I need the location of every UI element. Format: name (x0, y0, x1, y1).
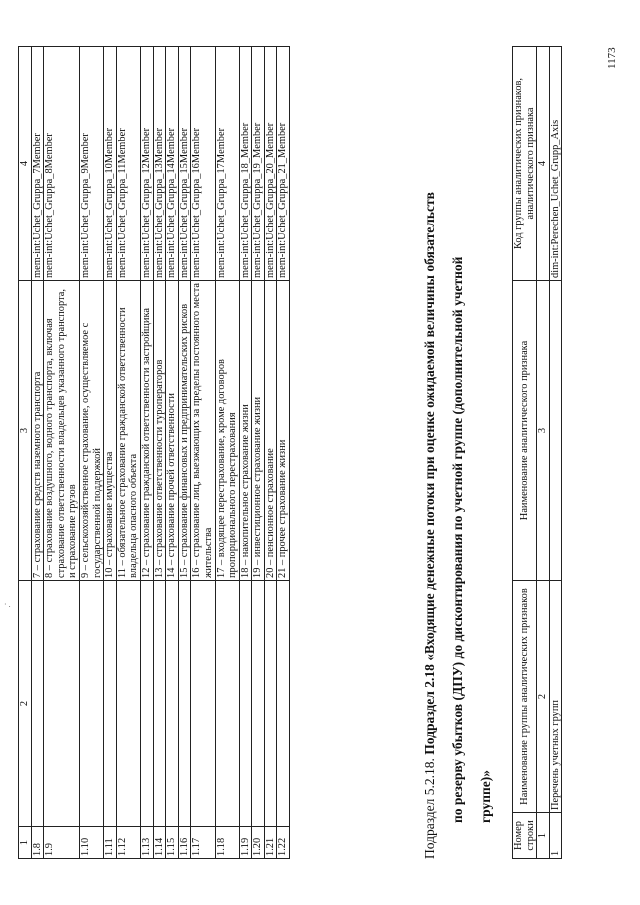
row-code: 1.9 (44, 827, 80, 859)
row-code: dim-int:Perechen_Uchet_Grupp_Axis (549, 47, 562, 281)
section-title: Подраздел 2.18 «Входящие денежные потоки при оценке ожидаемой величины обязательств (422, 192, 437, 755)
row-member: mem-int:Uchet_Gruppa_10Member (104, 47, 117, 281)
header-cell: 1 (19, 827, 32, 859)
row-code: 1.19 (239, 827, 252, 859)
row-member: mem-int:Uchet_Gruppa_14Member (166, 47, 179, 281)
row-code: 1.22 (277, 827, 290, 859)
row-member: mem-int:Uchet_Gruppa_18_Member (239, 47, 252, 281)
row-code: 1.16 (178, 827, 191, 859)
header-cell: Номер строки (513, 813, 537, 859)
accounting-groups-table (18, 46, 290, 859)
row-name: 17 – входящее перестрахование, кроме договоров пропорционального перестрахования (215, 281, 239, 581)
row-name: 7 – страхование средств наземного транспорта (31, 281, 44, 581)
row-member: mem-int:Uchet_Gruppa_19_Member (252, 47, 265, 281)
row-code: 1.21 (264, 827, 277, 859)
table-row (31, 47, 44, 859)
row-member: mem-int:Uchet_Gruppa_7Member (31, 47, 44, 281)
row-member: mem-int:Uchet_Gruppa_12Member (140, 47, 153, 281)
table-row (166, 47, 179, 859)
row-member: mem-int:Uchet_Gruppa_9Member (79, 47, 103, 281)
row-code: 1.14 (153, 827, 166, 859)
table-row (104, 47, 117, 859)
column-number: 3 (537, 281, 550, 581)
row-member: mem-int:Uchet_Gruppa_21_Member (277, 47, 290, 281)
table-row (153, 47, 166, 859)
row-member: mem-int:Uchet_Gruppa_13Member (153, 47, 166, 281)
row-code: 1.13 (140, 827, 153, 859)
row-name: 12 – страхование гражданской ответственности застройщика (140, 281, 153, 581)
row-member: mem-int:Uchet_Gruppa_11Member (116, 47, 140, 281)
row-name: 21 – прочее страхование жизни (277, 281, 290, 581)
table-row (549, 47, 562, 859)
row-name: 18 – накопительное страхование жизни (239, 281, 252, 581)
row-code: 1.11 (104, 827, 117, 859)
row-name: 13 – страхование ответственности туроператоров (153, 281, 166, 581)
row-name: 9 – сельскохозяйственное страхование, осуществляемое с государственной поддержкой (79, 281, 103, 581)
table-row (215, 47, 239, 859)
row-code: 1.17 (191, 827, 215, 859)
header-cell: 3 (19, 281, 32, 581)
row-code: 1.10 (79, 827, 103, 859)
table-row (277, 47, 290, 859)
section-number: Подраздел 5.2.18. (422, 758, 437, 859)
header-cell: 4 (19, 47, 32, 281)
header-cell: 2 (19, 581, 32, 827)
row-code: 1.12 (116, 827, 140, 859)
row-name: 10 – страхование имущества (104, 281, 117, 581)
column-number: 1 (537, 813, 550, 859)
rotated-content (10, 27, 630, 877)
table-header-row (513, 47, 537, 859)
table-row (116, 47, 140, 859)
table-row (140, 47, 153, 859)
row-member: mem-int:Uchet_Gruppa_20_Member (264, 47, 277, 281)
section-title-line-3: группе)» (478, 769, 493, 823)
column-number-row (537, 47, 550, 859)
row-member: mem-int:Uchet_Gruppa_8Member (44, 47, 80, 281)
table-row (44, 47, 80, 859)
row-code: 1.20 (252, 827, 265, 859)
row-member: mem-int:Uchet_Gruppa_16Member (191, 47, 215, 281)
table-row (239, 47, 252, 859)
header-cell: Наименование аналитического признака (513, 281, 537, 581)
section-heading (416, 47, 500, 859)
row-code: 1.8 (31, 827, 44, 859)
table-row (178, 47, 191, 859)
column-number: 2 (537, 581, 550, 813)
row-name: 14 – страхование прочей ответственности (166, 281, 179, 581)
header-cell: Код группы аналитических признаков, аналитического признака (513, 47, 537, 281)
table-row (264, 47, 277, 859)
column-number: 4 (537, 47, 550, 281)
row-member: mem-int:Uchet_Gruppa_17Member (215, 47, 239, 281)
table-header-row (19, 47, 32, 859)
table-row (79, 47, 103, 859)
header-cell: Наименование группы аналитических признаков (513, 581, 537, 813)
row-name: 16 – страхование лиц, выезжающих за пределы постоянного места жительства (191, 281, 215, 581)
row-name: 11 – обязательное страхование гражданской ответственности владельца опасного объекта (116, 281, 140, 581)
row-member: mem-int:Uchet_Gruppa_15Member (178, 47, 191, 281)
row-name: 8 – страхование воздушного, водного транспорта, включая страхование ответственности владельцев указанного транспорта, и страхование грузов (44, 281, 80, 581)
row-number: 1 (549, 813, 562, 859)
analytic-features-table (512, 46, 562, 859)
row-name: 19 – инвестиционное страхование жизни (252, 281, 265, 581)
row-group: Перечень учетных групп (549, 581, 562, 813)
table-row (191, 47, 215, 859)
page-number: 1173 (606, 47, 618, 69)
row-code: 1.18 (215, 827, 239, 859)
section-title-line-2: по резерву убытков (ДПУ) до дисконтирования по учетной группе (дополнительной учетной (450, 256, 465, 823)
row-name: 15 – страхование финансовых и предпринимательских рисков (178, 281, 191, 581)
row-name (549, 281, 562, 581)
row-name: 20 – пенсионное страхование (264, 281, 277, 581)
scan-artifact: · . (4, 600, 11, 609)
table-row (252, 47, 265, 859)
row-code: 1.15 (166, 827, 179, 859)
